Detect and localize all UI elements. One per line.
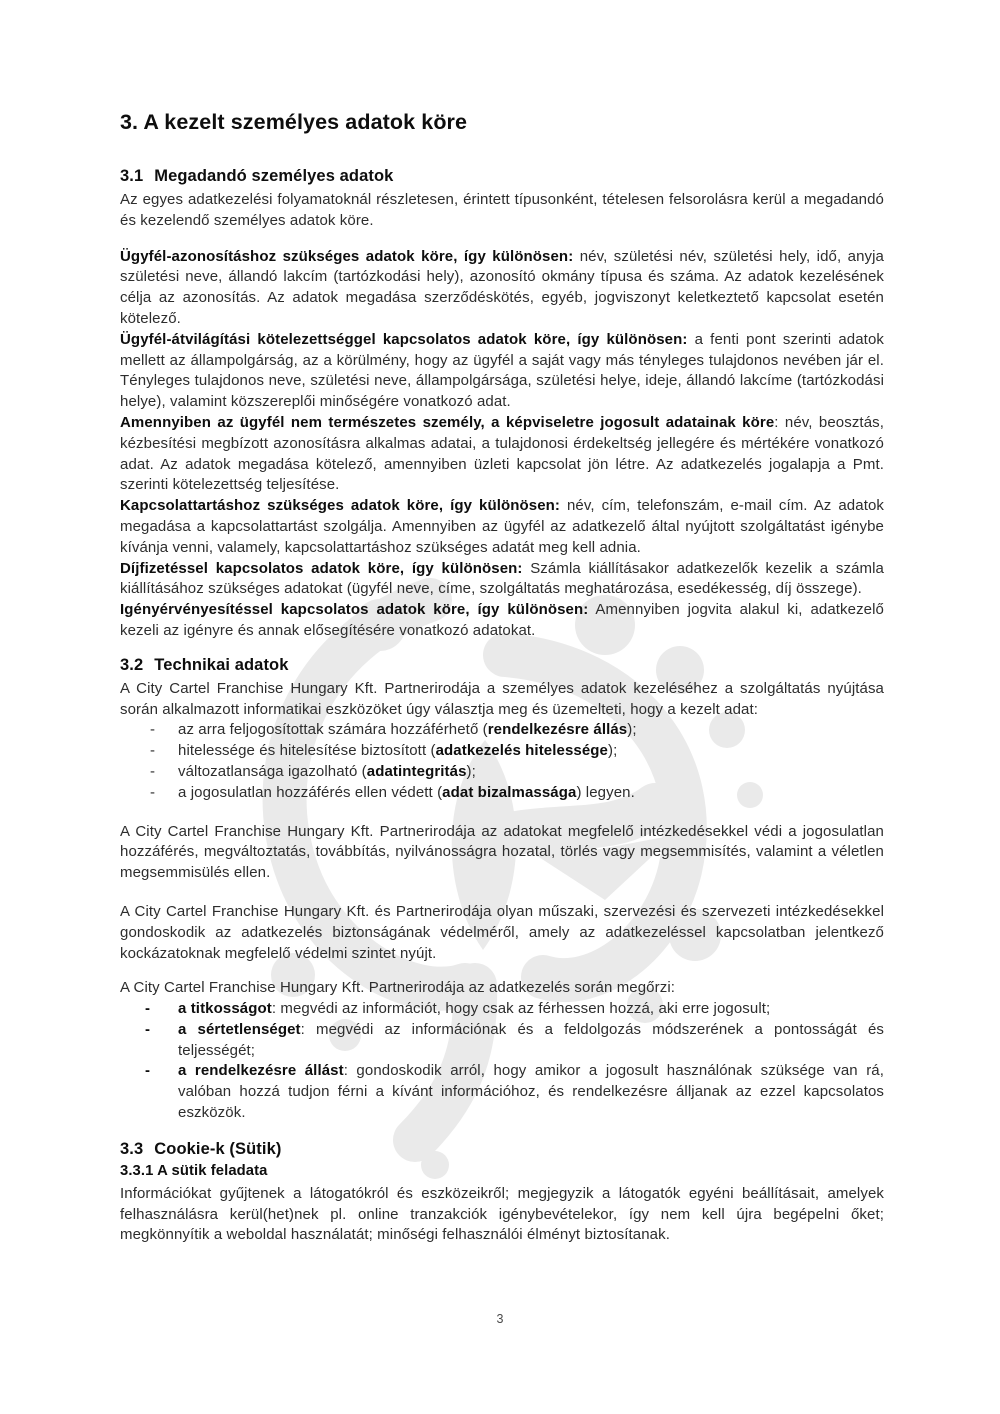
item-bold: adatkezelés hitelessége xyxy=(435,742,608,760)
item-text: ); xyxy=(607,742,618,760)
paragraph-lead: Díjfizetéssel kapcsolatos adatok köre, így különösen: xyxy=(120,559,523,577)
paragraph-3-2-intro: A City Cartel Franchise Hungary Kft. Partnerirodája a személyes adatok kezeléséhez a szolgáltatás nyújtása során alkalmazott informatikai eszközöket úgy választja meg és üzemelteti, hogy a kezelt adat: xyxy=(120,679,884,718)
item-text: ); xyxy=(627,721,637,739)
page-number: 3 xyxy=(496,1312,504,1326)
item-bold: rendelkezésre állás xyxy=(487,721,628,739)
section-number: 3.2 xyxy=(120,655,144,674)
item-text: : megvédi az információnak és a feldolgozás módszerének a pontosságát és teljességét; xyxy=(178,1020,884,1059)
paragraph-lead: Kapcsolattartáshoz szükséges adatok köre, így különösen: xyxy=(120,497,561,515)
paragraph-client-identification xyxy=(120,247,884,330)
page-title: 3. A kezelt személyes adatok köre xyxy=(120,110,468,134)
paragraph-preserves-intro: A City Cartel Franchise Hungary Kft. Partnerirodája az adatkezelés során megőrzi: xyxy=(120,979,676,997)
list-item xyxy=(120,741,884,762)
technical-requirements-list xyxy=(120,720,884,803)
paragraph-text: Amennyiben jogvita alakul ki, adatkezelő kezeli az igényre és annak elősegítésére vonatkozó adatokat. xyxy=(120,601,884,639)
item-text: : megvédi az információt, hogy csak az férhessen hozzá, aki erre jogosult; xyxy=(271,1000,771,1018)
item-text: az arra feljogosítottak számára hozzáférhető ( xyxy=(178,721,488,739)
item-text: ) legyen. xyxy=(576,783,635,801)
item-text: a jogosulatlan hozzáférés ellen védett ( xyxy=(178,783,443,801)
item-text: : gondoskodik arról, hogy amikor a jogosult használónak szüksége van rá, valóban hozzá tudjon férni a kívánt információhoz, és rendelkezésre álljanak az ezzel kapcsolatos eszközök. xyxy=(178,1062,884,1122)
paragraph-lead: Amennyiben az ügyfél nem természetes személy, a képviseletre jogosult adatainak köre xyxy=(120,413,775,431)
item-bold: a rendelkezésre állást xyxy=(178,1062,344,1080)
paragraph-text: név, születési név, születési hely, idő, anyja születési neve, állandó lakcím (tartózkodási hely), azonosító okmány típusa és száma. Az adatok kezelésének célja az azonosítás. Az adatok megadása szerződéskötés, egyéb, jogviszonyt keletkeztető kapcsolat esetén kötelező. xyxy=(120,247,884,327)
paragraph-payment-data xyxy=(120,559,884,601)
section-heading-3-2 xyxy=(120,656,884,675)
paragraph-cookies-purpose: Információkat gyűjtenek a látogatókról és eszközeikről; megjegyzik a látogatók egyéni beállításait, amelyek felhasználásra kerül(het)nek pl. online tranzakciók igénybevételekor, így nem kell újra begépelni őket; megkönnyítik a weboldal használatát; minőségi felhasználói élményt biztosítanak. xyxy=(120,1184,884,1244)
paragraph-security-measures: A City Cartel Franchise Hungary Kft. és Partnerirodája olyan műszaki, szervezési és szervezeti intézkedésekkel gondoskodik az adatkezelés biztonságának védelméről, amely az adatkezeléssel kapcsolatban jelentkező kockázatoknak megfelelő védelmi szintet nyújt. xyxy=(120,902,884,962)
item-bold: a sértetlenséget xyxy=(178,1020,301,1038)
paragraph-legal-person-representative xyxy=(120,413,884,496)
section-title: Megadandó személyes adatok xyxy=(154,167,394,185)
list-item xyxy=(120,783,884,804)
paragraph-3-1-intro: Az egyes adatkezelési folyamatoknál részletesen, érintett típusonként, tételesen felsorolásra kerül a megadandó és kezelendő személyes adatok köre. xyxy=(120,191,884,229)
paragraph-claim-enforcement xyxy=(120,600,884,642)
paragraph-data-protection-measures: A City Cartel Franchise Hungary Kft. Partnerirodája az adatokat megfelelő intézkedésekkel védi a jogosulatlan hozzáférés, megváltoztatás, továbbítás, nyilvánosságra hozatal, törlés vagy megsemmisítés, valamint a véletlen megsemmisülés ellen. xyxy=(120,822,884,882)
paragraph-lead: Igényérvényesítéssel kapcsolatos adatok köre, így különösen: xyxy=(120,601,589,619)
section-title: Cookie-k (Sütik) xyxy=(154,1139,282,1158)
paragraph-text: név, cím, telefonszám, e-mail cím. Az adatok megadása a kapcsolattartást szolgálja. Amennyiben az ügyfél az adatkezelő által nyújtott szolgáltatást igénybe kívánja venni, valamely, kapcsolattartáshoz szükséges adatát meg kell adnia. xyxy=(120,497,885,556)
section-title: Technikai adatok xyxy=(154,655,289,674)
list-item xyxy=(120,762,884,783)
item-text: ); xyxy=(466,762,476,780)
item-text: változatlansága igazolható ( xyxy=(178,762,367,780)
item-bold: a titkosságot xyxy=(178,1000,272,1018)
paragraph-client-screening xyxy=(120,330,884,413)
paragraph-text: Számla kiállításakor adatkezelők kezelik a számla kiállításához szükséges adatokat (ügyfél neve, címe, szolgáltatás meghatározása, esedékesség, díj összege). xyxy=(120,559,884,598)
preserved-properties-list xyxy=(120,999,884,1124)
item-text: hitelessége és hitelesítése biztosított ( xyxy=(178,742,436,760)
subsection-heading-3-3-1: 3.3.1 A sütik feladata xyxy=(120,1162,268,1179)
paragraph-lead: Ügyfél-azonosításhoz szükséges adatok köre, így különösen: xyxy=(120,247,574,265)
paragraph-contact-data xyxy=(120,496,884,558)
section-heading-3-3 xyxy=(120,1140,884,1159)
list-item xyxy=(120,1061,884,1123)
section-heading-3-1 xyxy=(120,167,884,186)
paragraph-text: a fenti pont szerinti adatok mellett az állampolgárság, az a körülmény, hogy az ügyfél a saját vagy más tényleges tulajdonos nevében jár el. Tényleges tulajdonos neve, születési neve, állampolgársága, születési helye, ideje, állandó lakcíme (tartózkodási helye), valamint közszereplői minőségére vonatkozó adat. xyxy=(120,330,884,411)
list-item xyxy=(120,720,884,741)
item-bold: adat bizalmassága xyxy=(442,783,577,801)
item-bold: adatintegritás xyxy=(366,762,467,780)
paragraph-text: : név, beosztás, kézbesítési megbízott azonosításra alkalmas adatai, a tulajdonosi érdekeltség jellegére és mértékére vonatkozó adat. Az adatok megadása kötelező, amennyiben üzleti kapcsolat jön létre. Az adatkezelés jogalapja a Pmt. szerinti kötelezettség teljesítése. xyxy=(120,413,885,494)
list-item xyxy=(120,999,884,1020)
section-number: 3.3 xyxy=(120,1139,144,1158)
document-page xyxy=(120,110,884,1246)
section-number: 3.1 xyxy=(120,167,144,185)
list-item xyxy=(120,1020,884,1062)
paragraph-lead: Ügyfél-átvilágítási kötelezettséggel kapcsolatos adatok köre, így különösen: xyxy=(120,330,688,348)
